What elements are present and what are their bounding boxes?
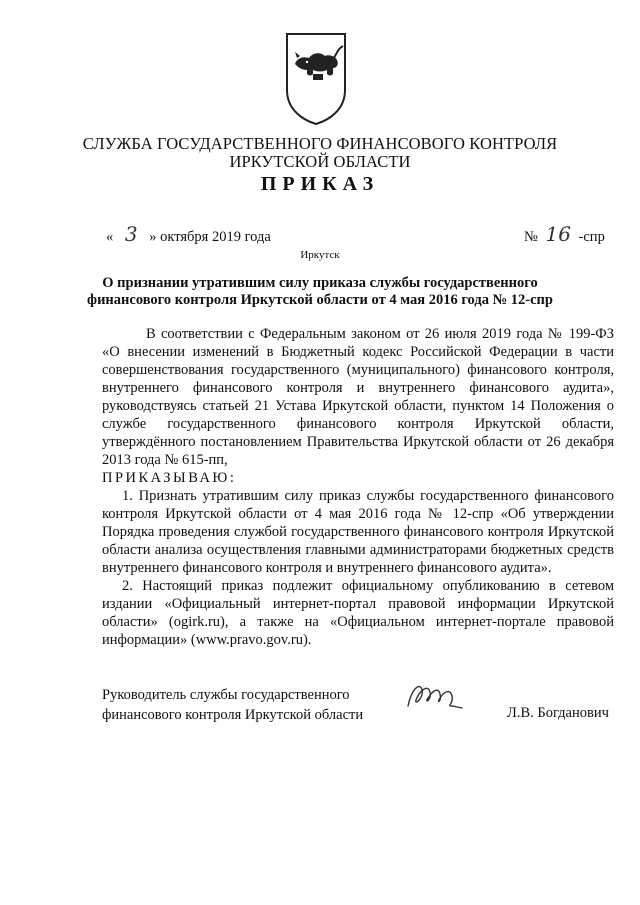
order-number — [524, 222, 605, 246]
document-body — [102, 325, 614, 649]
preamble-paragraph: В соответствии с Федеральным законом от 26 июля 2019 года № 199-ФЗ «О внесении изменений в Бюджетный кодекс Российской Федерации в части совершенствования государственного (муниципального) финансового контроля, внутреннего финансового контроля и внутреннего финансового аудита», руководствуясь статьей 21 Устава Иркутской области, пунктом 14 Положения о службе государственного финансового контроля Иркутской области, утверждённого постановлением Правительства Иркутской области от 26 декабря 2013 года № 615-пп, — [102, 326, 614, 468]
date-open-quote: « — [106, 229, 114, 245]
signer-position — [102, 685, 363, 725]
date-day-handwritten: 3 — [124, 222, 138, 246]
heading-line-2: финансового контроля Иркутской области от 4 мая 2016 года № 12-спр — [87, 292, 553, 308]
coat-of-arms-icon — [283, 30, 349, 126]
order-number-handwritten: 16 — [545, 222, 571, 246]
order-number-suffix: -спр — [578, 229, 605, 245]
document-type-title: ПРИКАЗ — [260, 173, 380, 195]
date-month-year: » октября 2019 года — [149, 229, 271, 245]
place-of-issue: Иркутск — [300, 249, 340, 261]
signature-icon — [402, 676, 466, 720]
order-date — [106, 222, 271, 246]
heading-line-1: О признании утратившим силу приказа службы государственного — [102, 275, 538, 291]
document-heading — [80, 275, 560, 309]
signer-name: Л.В. Богданович — [507, 705, 609, 721]
order-item-2: 2. Настоящий приказ подлежит официальному опубликованию в сетевом издании «Официальный интернет-портал правовой информации Иркутской области» (ogirk.ru), а также на «Официальном интернет-портале правовой информации» (www.pravo.gov.ru). — [102, 578, 614, 648]
organization-name-line-1: СЛУЖБА ГОСУДАРСТВЕННОГО ФИНАНСОВОГО КОНТРОЛЯ — [82, 134, 558, 153]
signer-position-line-2: финансового контроля Иркутской области — [102, 707, 364, 723]
order-item-1: 1. Признать утратившим силу приказ службы государственного финансового контроля Иркутской области от 4 мая 2016 года № 12-спр «Об утверждении Порядка проведения службой государственного финансового контроля Иркутской области анализа осуществления главными администраторами бюджетных средств внутреннего финансового контроля и внутреннего финансового аудита». — [102, 488, 614, 576]
number-sign: № — [524, 229, 538, 245]
organization-name-line-2: ИРКУТСКОЙ ОБЛАСТИ — [229, 152, 411, 171]
signer-position-line-1: Руководитель службы государственного — [102, 687, 350, 703]
order-directive: ПРИКАЗЫВАЮ: — [102, 470, 237, 486]
